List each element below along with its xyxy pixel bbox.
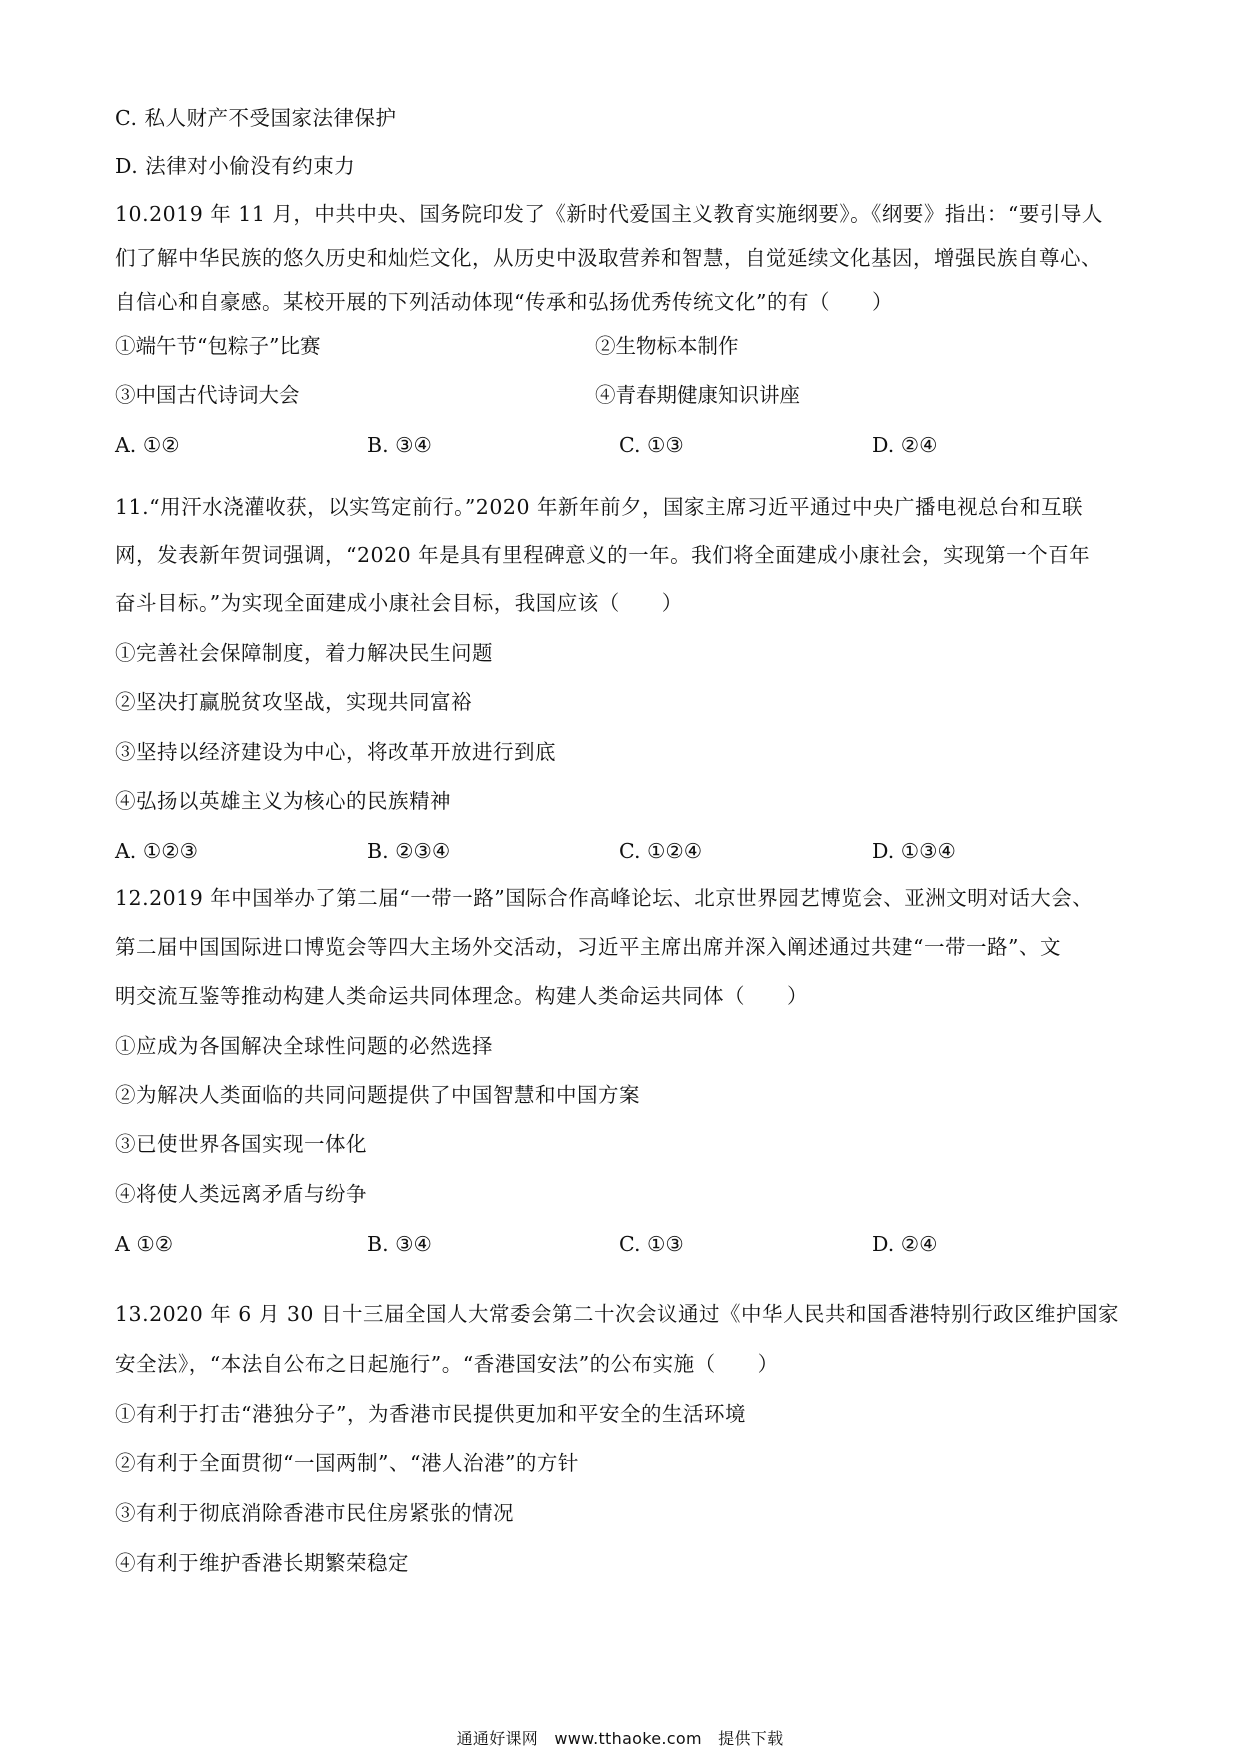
q10-stem-line: 自信心和自豪感。某校开展的下列活动体现“传承和弘扬优秀传统文化”的有（ ） — [115, 290, 893, 314]
q11-choice-c[interactable]: C. ①②④ — [619, 839, 703, 863]
q12-item: ①应成为各国解决全球性问题的必然选择 — [115, 1034, 493, 1058]
q11-stem-line: 11.“用汗水浇灌收获，以实笃定前行。”2020 年新年前夕，国家主席习近平通过中央广播电视总台和互联 — [115, 495, 1083, 519]
q11-choice-b[interactable]: B. ②③④ — [367, 839, 451, 863]
q13-item: ④有利于维护香港长期繁荣稳定 — [115, 1551, 409, 1575]
q11-item: ②坚决打赢脱贫攻坚战，实现共同富裕 — [115, 690, 472, 714]
q10-item: ④青春期健康知识讲座 — [595, 383, 800, 407]
q12-item: ④将使人类远离矛盾与纷争 — [115, 1182, 367, 1206]
page-footer: 通通好课网 www.tthaoke.com 提供下载 — [456, 1729, 784, 1748]
q12-item: ③已使世界各国实现一体化 — [115, 1132, 367, 1156]
q12-item: ②为解决人类面临的共同问题提供了中国智慧和中国方案 — [115, 1083, 640, 1107]
q13-stem-line: 13.2020 年 6 月 30 日十三届全国人大常委会第二十次会议通过《中华人民共和国香港特别行政区维护国家 — [115, 1302, 1119, 1326]
q12-choice-d[interactable]: D. ②④ — [872, 1232, 938, 1256]
q13-item: ③有利于彻底消除香港市民住房紧张的情况 — [115, 1501, 514, 1525]
q13-stem-line: 安全法》，“本法自公布之日起施行”。“香港国安法”的公布实施（ ） — [115, 1352, 779, 1376]
q12-stem-line: 12.2019 年中国举办了第二届“一带一路”国际合作高峰论坛、北京世界园艺博览会、亚洲文明对话大会、 — [115, 886, 1094, 910]
q11-choice-a[interactable]: A. ①②③ — [115, 839, 198, 863]
q12-choice-b[interactable]: B. ③④ — [367, 1232, 432, 1256]
q11-item: ③坚持以经济建设为中心，将改革开放进行到底 — [115, 740, 556, 764]
q10-item: ①端午节“包粽子”比赛 — [115, 334, 321, 358]
q9-option-c: C. 私人财产不受国家法律保护 — [115, 106, 397, 130]
q9-option-d: D. 法律对小偷没有约束力 — [115, 154, 356, 178]
q11-item: ④弘扬以英雄主义为核心的民族精神 — [115, 789, 451, 813]
q10-item: ②生物标本制作 — [595, 334, 739, 358]
q10-stem-line: 10.2019 年 11 月，中共中央、国务院印发了《新时代爱国主义教育实施纲要》。《纲要》指出：“要引导人 — [115, 202, 1103, 226]
q11-item: ①完善社会保障制度，着力解决民生问题 — [115, 641, 493, 665]
q10-choice-b[interactable]: B. ③④ — [367, 433, 432, 457]
q13-item: ②有利于全面贯彻“一国两制”、“港人治港”的方针 — [115, 1451, 579, 1475]
q10-item: ③中国古代诗词大会 — [115, 383, 300, 407]
q10-choice-d[interactable]: D. ②④ — [872, 433, 938, 457]
q10-stem-line: 们了解中华民族的悠久历史和灿烂文化，从历史中汲取营养和智慧，自觉延续文化基因，增强民族自尊心、 — [115, 246, 1102, 270]
q12-stem-line: 明交流互鉴等推动构建人类命运共同体理念。构建人类命运共同体（ ） — [115, 984, 808, 1008]
q13-item: ①有利于打击“港独分子”，为香港市民提供更加和平安全的生活环境 — [115, 1402, 746, 1426]
q10-choice-c[interactable]: C. ①③ — [619, 433, 684, 457]
q12-choice-a[interactable]: A ①② — [115, 1232, 174, 1256]
q12-stem-line: 第二届中国国际进口博览会等四大主场外交活动，习近平主席出席并深入阐述通过共建“一带一路”、文 — [115, 935, 1061, 959]
q10-choice-a[interactable]: A. ①② — [115, 433, 180, 457]
q11-choice-d[interactable]: D. ①③④ — [872, 839, 956, 863]
q12-choice-c[interactable]: C. ①③ — [619, 1232, 684, 1256]
q11-stem-line: 奋斗目标。”为实现全面建成小康社会目标，我国应该（ ） — [115, 591, 683, 615]
q11-stem-line: 网，发表新年贺词强调，“2020 年是具有里程碑意义的一年。我们将全面建成小康社会，实现第一个百年 — [115, 543, 1091, 567]
